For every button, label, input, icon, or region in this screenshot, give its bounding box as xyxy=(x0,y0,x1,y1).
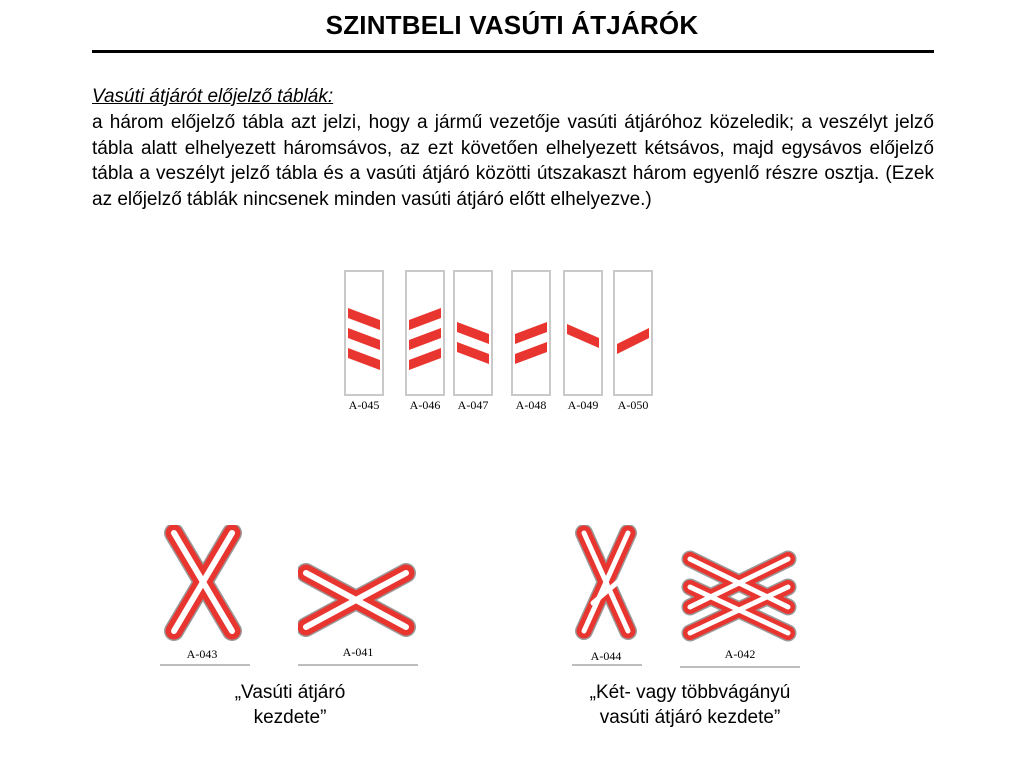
board-label: A-049 xyxy=(567,398,599,412)
section-paragraph: a három előjelző tábla azt jelzi, hogy a jármű vezetője vasúti átjáróhoz közeledik; a veszélyt jelző tábla alatt elhelyezett háromsávos, az ezt követően elhelyezett kétsávos, majd egysávos előjelző tábla a veszélyt jelző tábla és a vasúti átjáró közötti útszakaszt három egyenlő részre osztja. (Ezek az előjelző táblák nincsenek minden vasúti átjáró előtt elhelyezve.) xyxy=(92,112,934,210)
cross-a041 xyxy=(298,545,418,667)
board-a046 xyxy=(405,270,445,412)
cross-label: A-041 xyxy=(342,645,374,659)
cross-label: A-042 xyxy=(724,647,756,661)
page-title: SZINTBELI VASÚTI ÁTJÁRÓK xyxy=(325,10,699,40)
board-label: A-046 xyxy=(409,398,441,412)
double-st-andrews-cross-icon xyxy=(572,525,642,667)
section-subtitle: Vasúti átjárót előjelző táblák: xyxy=(92,86,334,107)
board-a045-icon xyxy=(344,270,384,396)
caption-multi-track xyxy=(540,680,840,730)
board-a046-icon xyxy=(405,270,445,396)
caption-line: „Két- vagy többvágányú xyxy=(589,682,791,703)
caption-line: vasúti átjáró kezdete” xyxy=(599,707,781,728)
caption-single-track xyxy=(180,680,400,730)
board-a049 xyxy=(563,270,603,412)
cross-a044 xyxy=(572,525,642,667)
board-label: A-045 xyxy=(348,398,380,412)
board-a050-icon xyxy=(613,270,653,396)
cross-a042 xyxy=(680,545,800,669)
cross-a043 xyxy=(160,525,250,667)
countdown-boards xyxy=(341,270,653,418)
cross-label: A-044 xyxy=(590,649,622,663)
board-a047-icon xyxy=(453,270,493,396)
board-a048-icon xyxy=(511,270,551,396)
board-a049-icon xyxy=(563,270,603,396)
st-andrews-cross-icon xyxy=(160,525,250,667)
board-label: A-047 xyxy=(457,398,489,412)
board-label: A-048 xyxy=(515,398,547,412)
cross-label: A-043 xyxy=(186,647,218,661)
board-label: A-050 xyxy=(617,398,649,412)
caption-line: „Vasúti átjáró xyxy=(234,682,346,703)
board-a050 xyxy=(613,270,653,412)
board-a048 xyxy=(511,270,551,412)
caption-line: kezdete” xyxy=(253,707,327,728)
board-a047 xyxy=(453,270,493,412)
board-a045 xyxy=(344,270,384,412)
title-divider xyxy=(92,50,934,53)
